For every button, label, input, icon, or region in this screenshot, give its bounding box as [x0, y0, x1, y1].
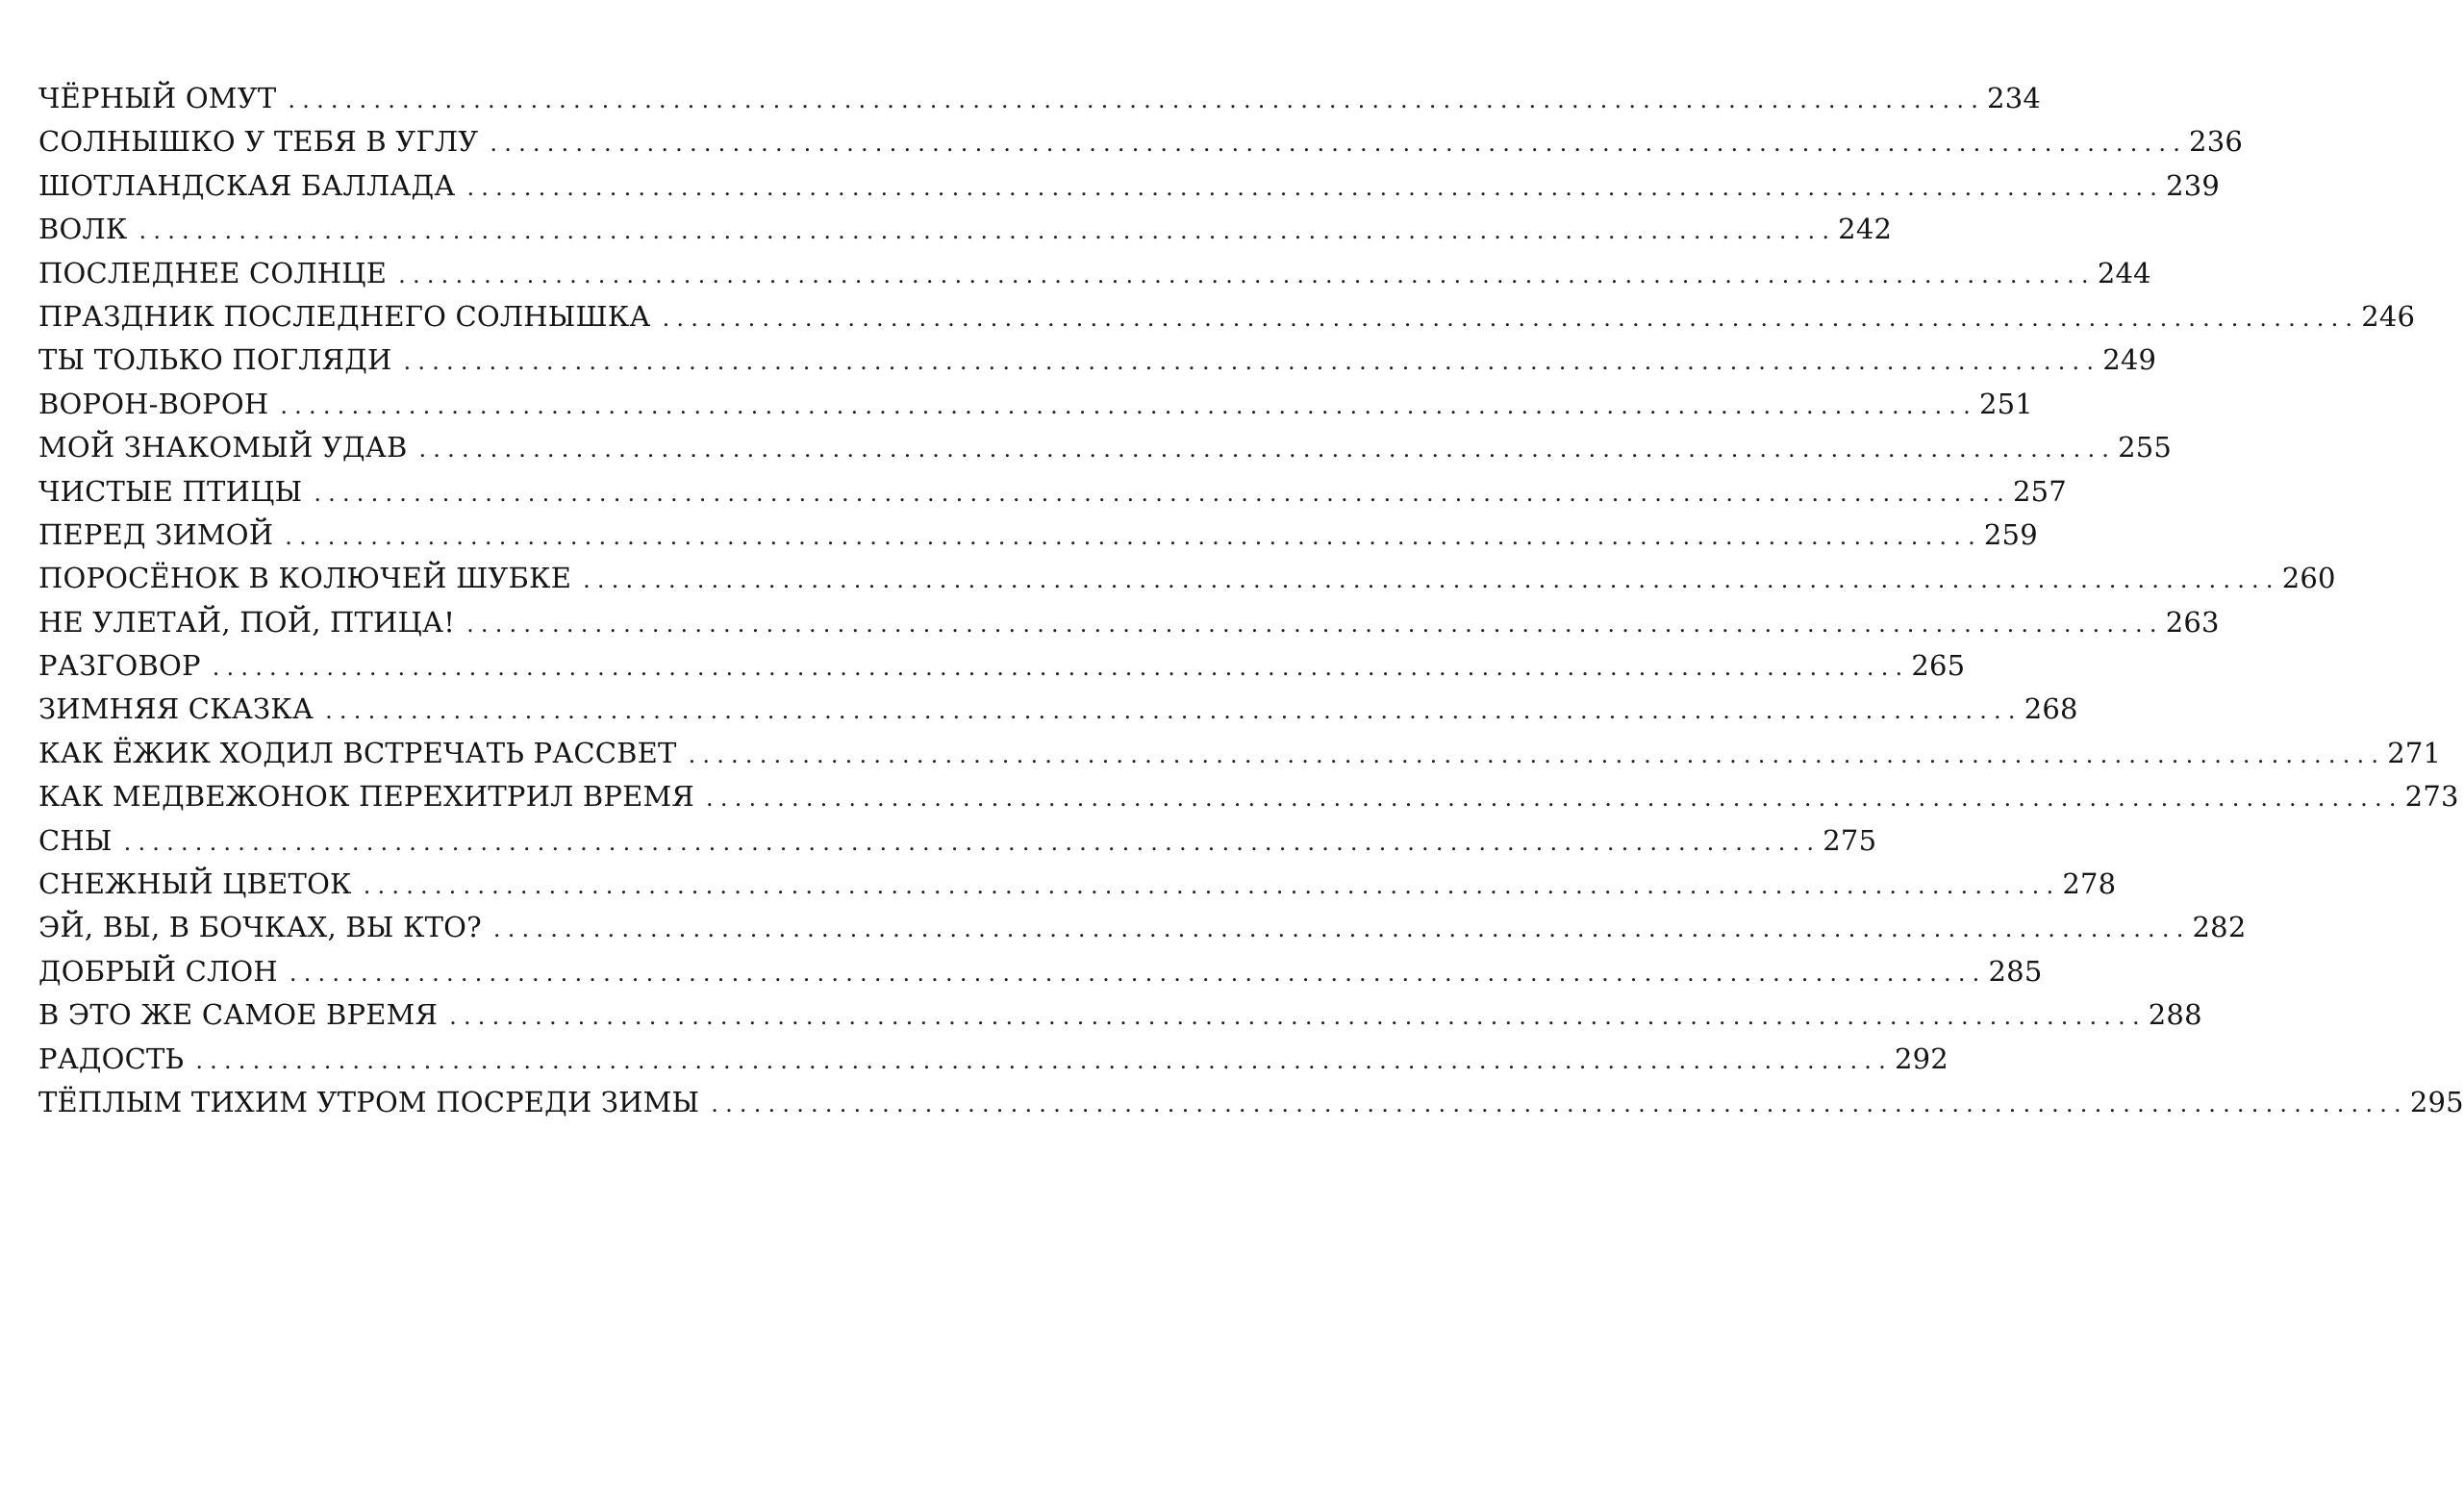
toc-dot-leader: ....................................................................................................................... [466, 610, 2164, 638]
toc-entry-title: ВОРОН-ВОРОН [38, 387, 269, 420]
toc-entry-page-number: 268 [2024, 692, 2078, 726]
toc-entry-page-number: 251 [1978, 387, 2033, 420]
toc-entry[interactable] [38, 993, 2202, 1037]
toc-entry[interactable] [38, 295, 2416, 339]
toc-entry[interactable] [38, 164, 2221, 208]
toc-dot-leader: ....................................................................................................................... [325, 697, 2023, 725]
toc-entry-title: ПОСЛЕДНЕЕ СОЛНЦЕ [38, 256, 388, 289]
toc-dot-leader: ....................................................................................................................... [363, 872, 2061, 900]
toc-dot-leader: ....................................................................................................................... [662, 304, 2360, 332]
toc-entry[interactable] [38, 120, 2243, 163]
toc-entry[interactable] [38, 77, 2041, 120]
toc-dot-leader: ....................................................................................................................... [289, 959, 1987, 987]
table-of-contents [38, 77, 2464, 1124]
toc-dot-leader: ....................................................................................................................... [123, 828, 1822, 856]
toc-dot-leader: ....................................................................................................................... [398, 261, 2096, 289]
toc-dot-leader: ....................................................................................................................... [285, 522, 1982, 550]
toc-entry-page-number: 263 [2165, 605, 2220, 639]
toc-entry[interactable] [38, 252, 2151, 295]
toc-entry-page-number: 236 [2189, 125, 2243, 159]
toc-entry-page-number: 246 [2361, 299, 2416, 333]
toc-entry-page-number: 292 [1894, 1042, 1949, 1075]
toc-entry-title: ТЫ ТОЛЬКО ПОГЛЯДИ [38, 343, 392, 377]
toc-entry[interactable] [38, 557, 2336, 600]
toc-dot-leader: ....................................................................................................................... [711, 1090, 2408, 1117]
toc-entry[interactable] [38, 1081, 2464, 1124]
toc-entry[interactable] [38, 688, 2078, 731]
toc-entry[interactable] [38, 732, 2442, 775]
toc-entry-page-number: 244 [2097, 256, 2151, 289]
toc-entry-title: ЧИСТЫЕ ПТИЦЫ [38, 474, 303, 508]
toc-entry-page-number: 260 [2281, 562, 2336, 595]
toc-dot-leader: ....................................................................................................................... [688, 740, 2386, 768]
toc-entry[interactable] [38, 863, 2117, 906]
toc-entry[interactable] [38, 950, 2043, 993]
toc-entry-title: ПОРОСЁНОК В КОЛЮЧЕЙ ШУБКЕ [38, 562, 572, 595]
toc-entry-title: СНЕЖНЫЙ ЦВЕТОК [38, 867, 352, 901]
toc-entry-page-number: 242 [1838, 213, 1893, 246]
toc-entry-page-number: 234 [1987, 82, 2041, 114]
toc-entry-title: ЗИМНЯЯ СКАЗКА [38, 692, 314, 726]
toc-entry[interactable] [38, 644, 1966, 688]
toc-entry[interactable] [38, 470, 2067, 514]
toc-entry-page-number: 257 [2012, 474, 2067, 508]
toc-entry-title: ТЁПЛЫМ ТИХИМ УТРОМ ПОСРЕДИ ЗИМЫ [38, 1085, 700, 1118]
toc-entry-page-number: 249 [2102, 343, 2157, 377]
toc-entry[interactable] [38, 1038, 1949, 1081]
toc-dot-leader: ....................................................................................................................... [492, 916, 2191, 943]
toc-entry-page-number: 295 [2409, 1085, 2464, 1118]
toc-entry-title: ШОТЛАНДСКАЯ БАЛЛАДА [38, 168, 456, 202]
toc-entry-page-number: 285 [1988, 954, 2043, 988]
toc-dot-leader: ....................................................................................................................... [212, 654, 1910, 682]
toc-dot-leader: ....................................................................................................................... [280, 391, 1977, 419]
toc-entry-title: ЧЁРНЫЙ ОМУТ [38, 82, 277, 114]
toc-entry-title: ЭЙ, ВЫ, В БОЧКАХ, ВЫ КТО? [38, 911, 482, 944]
toc-entry[interactable] [38, 383, 2033, 426]
toc-entry-page-number: 288 [2148, 998, 2202, 1032]
toc-dot-leader: ....................................................................................................................... [288, 87, 1986, 113]
toc-dot-leader: ....................................................................................................................... [418, 436, 2117, 464]
toc-entry-page-number: 275 [1823, 823, 1877, 857]
toc-entry[interactable] [38, 339, 2157, 382]
toc-entry-page-number: 271 [2387, 736, 2442, 769]
toc-entry[interactable] [38, 906, 2247, 949]
toc-dot-leader: ....................................................................................................................... [195, 1046, 1893, 1074]
toc-entry-title: КАК ЁЖИК ХОДИЛ ВСТРЕЧАТЬ РАССВЕТ [38, 736, 677, 769]
toc-entry-title: ДОБРЫЙ СЛОН [38, 954, 278, 988]
toc-entry-page-number: 282 [2192, 911, 2247, 944]
toc-dot-leader: ....................................................................................................................... [403, 348, 2101, 376]
toc-entry-title: ВОЛК [38, 213, 128, 246]
toc-dot-leader: ....................................................................................................................... [583, 566, 2280, 594]
toc-dot-leader: ....................................................................................................................... [138, 217, 1837, 245]
toc-entry-page-number: 278 [2062, 867, 2117, 901]
toc-entry-title: СНЫ [38, 823, 113, 857]
toc-entry-title: РАЗГОВОР [38, 649, 201, 683]
toc-entry-title: СОЛНЫШКО У ТЕБЯ В УГЛУ [38, 125, 479, 159]
toc-dot-leader: ....................................................................................................................... [314, 479, 2011, 507]
toc-entry-page-number: 273 [2404, 780, 2459, 814]
toc-entry-page-number: 255 [2118, 431, 2173, 464]
toc-entry[interactable] [38, 819, 1877, 863]
toc-entry[interactable] [38, 514, 2038, 557]
toc-entry-title: НЕ УЛЕТАЙ, ПОЙ, ПТИЦА! [38, 605, 456, 639]
toc-dot-leader: ....................................................................................................................... [449, 1003, 2147, 1031]
toc-entry-title: КАК МЕДВЕЖОНОК ПЕРЕХИТРИЛ ВРЕМЯ [38, 780, 695, 814]
toc-entry-page-number: 259 [1983, 517, 2038, 551]
toc-entry-title: ПЕРЕД ЗИМОЙ [38, 517, 274, 551]
toc-entry-title: МОЙ ЗНАКОМЫЙ УДАВ [38, 431, 408, 464]
toc-entry-page-number: 265 [1911, 649, 1966, 683]
toc-dot-leader: ....................................................................................................................... [706, 785, 2403, 813]
toc-entry[interactable] [38, 775, 2459, 818]
toc-entry[interactable] [38, 601, 2220, 644]
toc-entry-title: ПРАЗДНИК ПОСЛЕДНЕГО СОЛНЫШКА [38, 299, 651, 333]
toc-entry-title: РАДОСТЬ [38, 1042, 185, 1075]
toc-dot-leader: ....................................................................................................................... [490, 130, 2188, 158]
toc-dot-leader: ....................................................................................................................... [466, 173, 2165, 201]
toc-entry-page-number: 239 [2166, 168, 2221, 202]
toc-entry[interactable] [38, 426, 2173, 469]
toc-entry[interactable] [38, 208, 1893, 251]
toc-entry-title: В ЭТО ЖЕ САМОЕ ВРЕМЯ [38, 998, 439, 1032]
